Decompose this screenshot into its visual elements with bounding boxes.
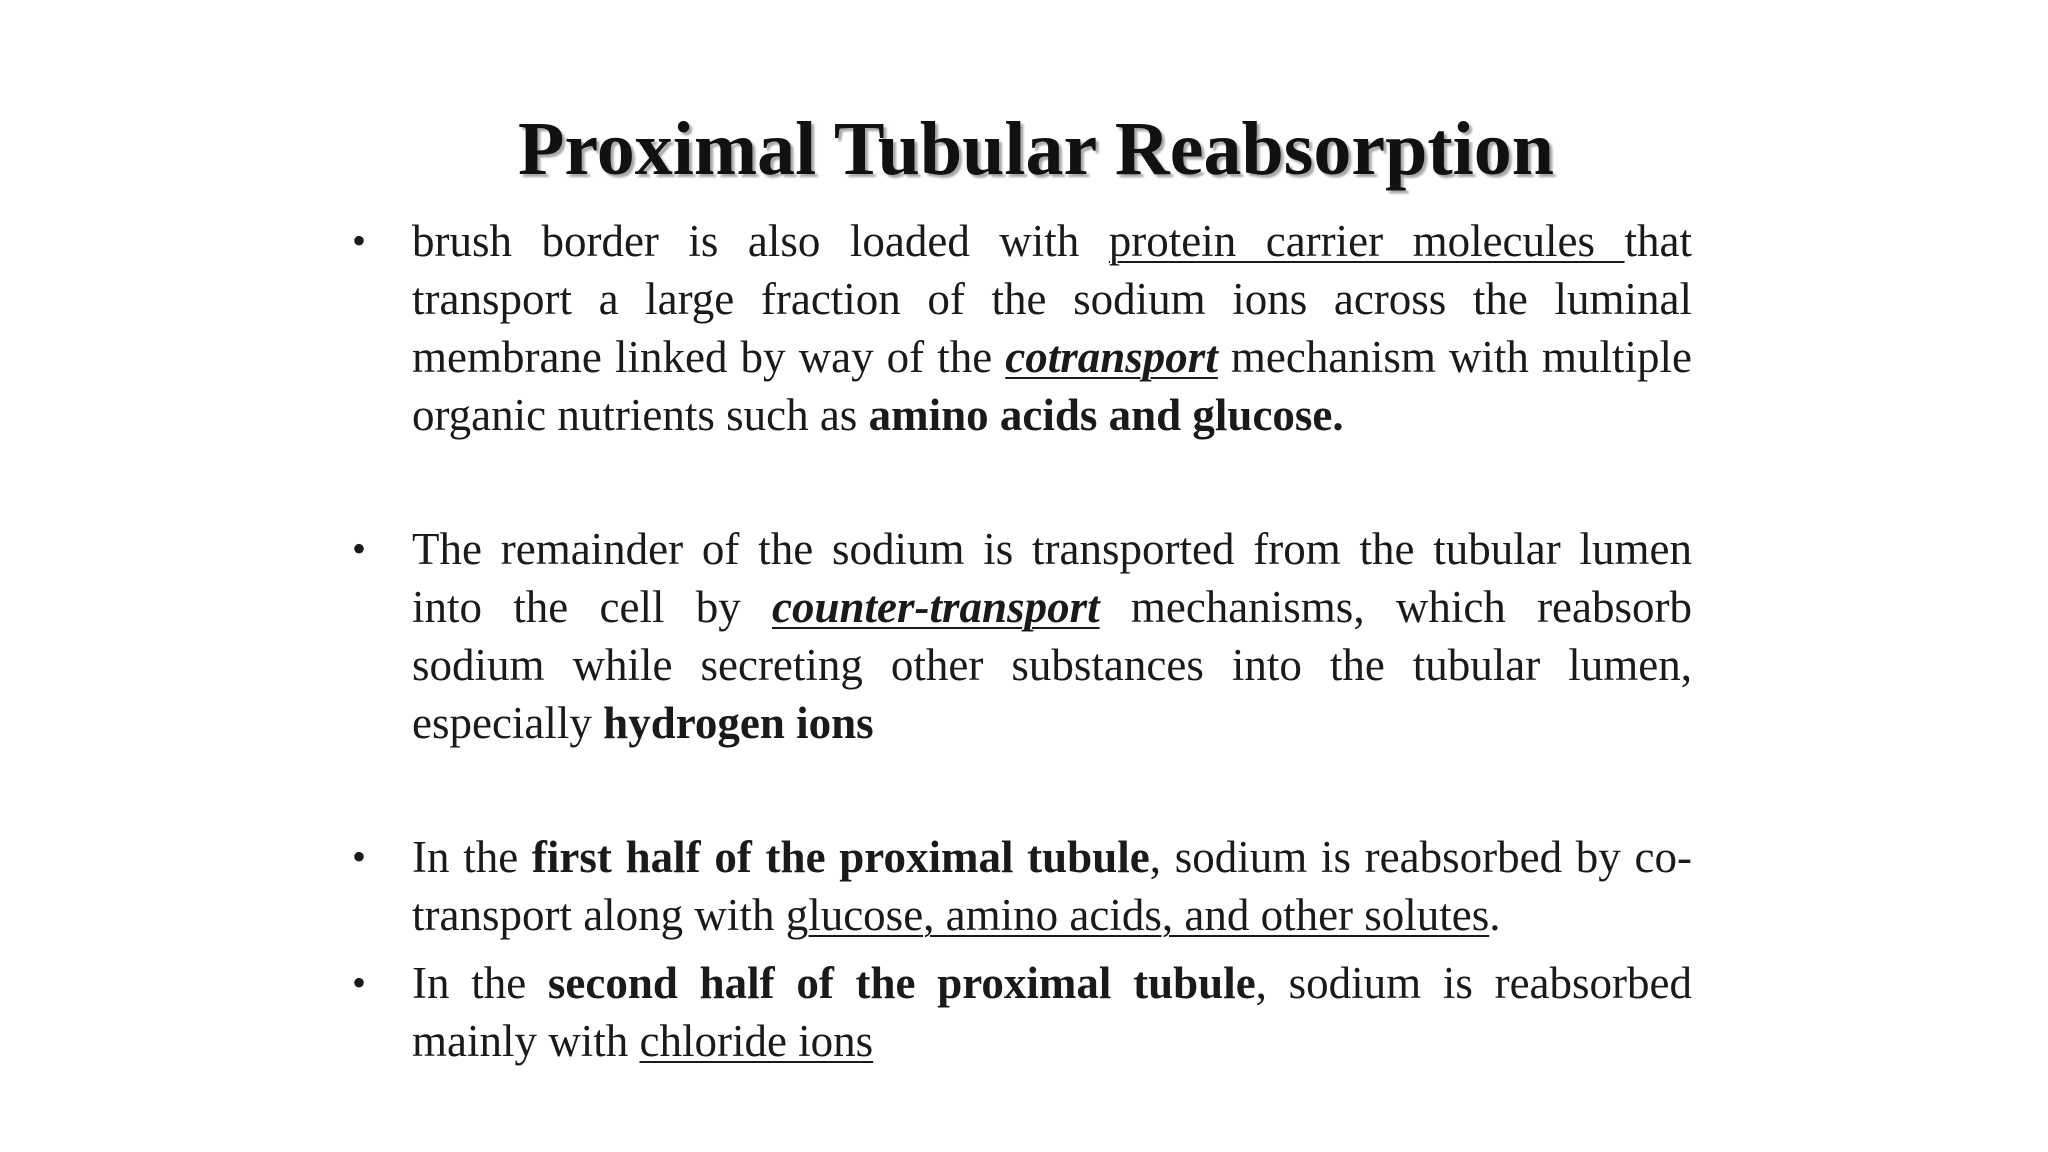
bullet-dot-icon: • [352,526,367,571]
bullet-text [412,954,1692,1070]
bold-term: second half of the proximal tubule [547,958,1256,1008]
text-run: that transport a large fraction of the sodium ions across the luminal membrane linked by way of the [412,216,1692,382]
emphasized-term: counter-transport [772,582,1100,632]
emphasized-term: cotransport [1005,332,1218,382]
text-run: , sodium is reabsorbed mainly with [412,958,1692,1066]
text-run: mechanisms, which reabsorb sodium while secreting other substances into the tubular lumen, especially [412,582,1693,748]
underlined-term: glucose, amino acids, and other solutes [785,890,1490,940]
text-run: In the [412,958,548,1008]
underlined-term: chloride ions [639,1016,874,1066]
bullet-text [412,212,1692,444]
text-run: In the [412,832,532,882]
bullet-list [352,212,1692,1070]
text-run: . [1489,890,1501,940]
bold-term: first half of the proximal tubule [531,832,1150,882]
bullet-item-4 [352,954,1692,1070]
text-run: The remainder of the sodium is transported from the tubular lumen into the cell by [412,524,1692,632]
underlined-term: protein carrier molecules [1108,216,1625,266]
bullet-dot-icon: • [352,218,367,263]
bold-term: hydrogen ions [603,698,874,748]
bullet-item-2 [352,520,1692,752]
bullet-dot-icon: • [352,960,367,1005]
bullet-text [412,520,1692,752]
bullet-item-3 [352,828,1692,944]
text-run: mechanism with multiple organic nutrients such as [412,332,1692,440]
bullet-item-1 [352,212,1692,444]
bullet-dot-icon: • [352,834,367,879]
text-run: brush border is also loaded with [412,216,1109,266]
bullet-text [412,828,1692,944]
slide-title: Proximal Tubular Reabsorption [517,107,1555,191]
text-run: , sodium is reabsorbed by co-transport along with [412,832,1692,940]
bold-term: amino acids and glucose. [868,390,1344,440]
